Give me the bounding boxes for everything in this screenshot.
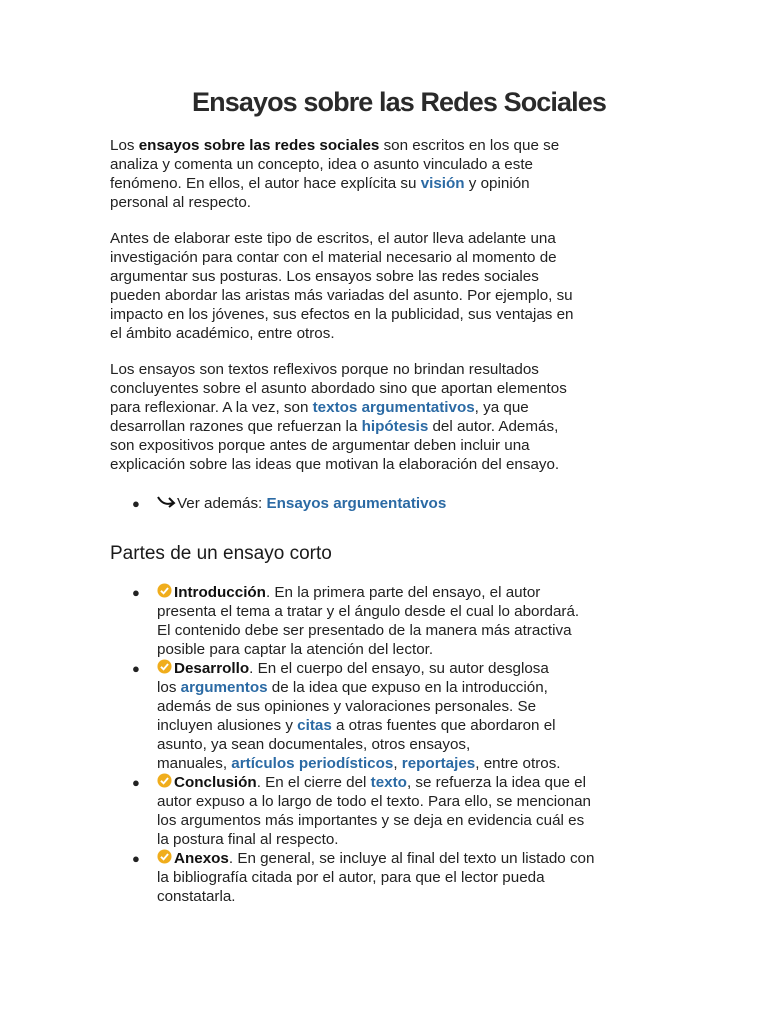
arrow-icon (157, 494, 177, 510)
intro-text: Los (110, 137, 139, 154)
paragraph-line: el ámbito académico, entre otros. (110, 325, 335, 342)
paragraph-line (110, 398, 670, 417)
paragraph-line: son expositivos porque antes de argumentar deben incluir una (110, 437, 530, 454)
bullet: ● (132, 661, 140, 676)
part-line: constatarla. (157, 888, 236, 905)
part-line: además de sus opiniones y valoraciones personales. Se (157, 698, 537, 715)
part-line (157, 678, 670, 697)
part-text: a otras fuentes que abordaron el (331, 717, 556, 734)
reflexive-paragraph (110, 360, 670, 474)
intro-paragraph (110, 136, 670, 212)
paragraph-line: impacto en los jóvenes, sus efectos en la publicidad, sus ventajas en (110, 306, 574, 323)
part-line: El contenido debe ser presentado de la manera más atractiva (157, 622, 572, 639)
intro-line-2: analiza y comenta un concepto, idea o asunto vinculado a este (110, 156, 534, 173)
argumentos-link[interactable]: argumentos (180, 679, 268, 696)
check-icon (157, 659, 172, 674)
part-line (157, 716, 670, 735)
part-text: , entre otros. (475, 755, 561, 772)
check-icon (157, 773, 172, 788)
part-text: . En general, se incluye al final del texto un listado con (228, 850, 595, 867)
part-line (157, 849, 670, 868)
part-line: asunto, ya sean documentales, otros ensayos, (157, 736, 471, 753)
hipotesis-link[interactable]: hipótesis (361, 418, 429, 435)
parts-list (110, 583, 670, 906)
part-text: de la idea que expuso en la introducción, (267, 679, 548, 696)
section-title: Partes de un ensayo corto (110, 543, 332, 564)
part-line: la postura final al respecto. (157, 831, 339, 848)
check-icon (157, 849, 172, 864)
part-text: . En el cuerpo del ensayo, su autor desglosa (249, 660, 549, 677)
bullet: ● (132, 775, 140, 790)
intro-text: fenómeno. En ellos, el autor hace explícita su (110, 175, 421, 192)
part-line (157, 583, 670, 602)
paragraph-line: Los ensayos son textos reflexivos porque no brindan resultados (110, 361, 539, 378)
paragraph-line: pueden abordar las aristas más variadas del asunto. Por ejemplo, su (110, 287, 573, 304)
see-also-item (110, 494, 670, 513)
ensayos-argumentativos-link[interactable]: Ensayos argumentativos (266, 495, 447, 512)
part-item-introduccion (110, 583, 670, 659)
see-also-prefix: Ver además: (177, 495, 267, 512)
document-page (110, 82, 670, 906)
part-text: . En la primera parte del ensayo, el autor (265, 584, 541, 601)
part-item-conclusion (110, 773, 670, 849)
part-line (157, 659, 670, 678)
part-name: Anexos (174, 850, 229, 867)
part-text: incluyen alusiones y (157, 717, 298, 734)
part-line (157, 754, 670, 773)
intro-line-1 (110, 136, 670, 155)
intro-line-3 (110, 174, 670, 193)
research-paragraph (110, 229, 670, 343)
part-name: Introducción (174, 584, 266, 601)
bullet: ● (132, 851, 140, 866)
part-item-anexos (110, 849, 670, 906)
part-name: Desarrollo (174, 660, 250, 677)
paragraph-text: , ya que (474, 399, 529, 416)
part-name: Conclusión (174, 774, 257, 791)
intro-bold-term: ensayos sobre las redes sociales (138, 137, 380, 154)
part-line: autor expuso a lo largo de todo el texto. Para ello, se mencionan (157, 793, 591, 810)
part-text: los (157, 679, 181, 696)
bullet: ● (132, 585, 140, 600)
paragraph-line: investigación para contar con el material necesario al momento de (110, 249, 557, 266)
intro-line-4: personal al respecto. (110, 194, 251, 211)
intro-text: son escritos en los que se (379, 137, 560, 154)
paragraph-line (110, 417, 670, 436)
intro-text: y opinión (464, 175, 530, 192)
part-text: , (393, 755, 402, 772)
part-item-desarrollo (110, 659, 670, 773)
see-also-list (110, 494, 670, 513)
part-text: . En el cierre del (256, 774, 371, 791)
paragraph-line: concluyentes sobre el asunto abordado sino que aportan elementos (110, 380, 567, 397)
texto-link[interactable]: texto (370, 774, 407, 791)
part-line: presenta el tema a tratar y el ángulo desde el cual lo abordará. (157, 603, 580, 620)
citas-link[interactable]: citas (297, 717, 332, 734)
part-line (157, 773, 670, 792)
articulos-periodisticos-link[interactable]: artículos periodísticos (231, 755, 394, 772)
part-line: los argumentos más importantes y se deja en evidencia cuál es (157, 812, 585, 829)
paragraph-text: para reflexionar. A la vez, son (110, 399, 313, 416)
bullet: ● (132, 496, 140, 511)
part-text: manuales, (157, 755, 232, 772)
part-line: posible para captar la atención del lector. (157, 641, 434, 658)
textos-argumentativos-link[interactable]: textos argumentativos (312, 399, 475, 416)
paragraph-line: argumentar sus posturas. Los ensayos sobre las redes sociales (110, 268, 539, 285)
reportajes-link[interactable]: reportajes (401, 755, 476, 772)
vision-link[interactable]: visión (420, 175, 465, 192)
paragraph-text: del autor. Además, (428, 418, 559, 435)
paragraph-line: Antes de elaborar este tipo de escritos, el autor lleva adelante una (110, 230, 556, 247)
page-title: Ensayos sobre las Redes Sociales (192, 87, 606, 117)
part-line: la bibliografía citada por el autor, para que el lector pueda (157, 869, 545, 886)
part-text: , se refuerza la idea que el (406, 774, 586, 791)
paragraph-line: explicación sobre las ideas que motivan la elaboración del ensayo. (110, 456, 560, 473)
check-icon (157, 583, 172, 598)
paragraph-text: desarrollan razones que refuerzan la (110, 418, 362, 435)
